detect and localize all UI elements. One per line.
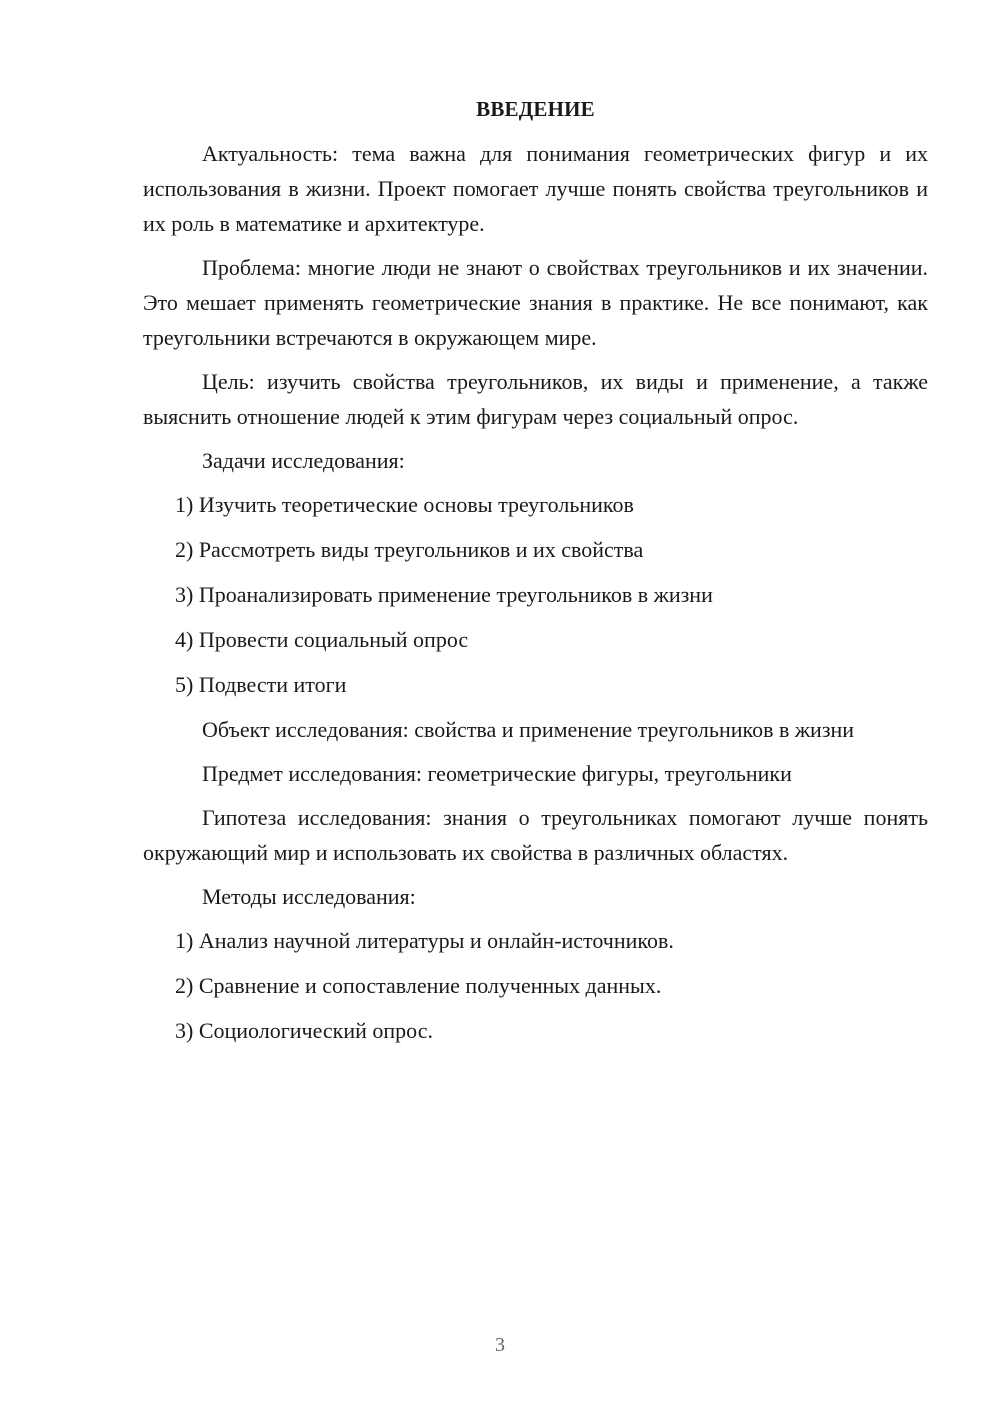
list-item: 2) Сравнение и сопоставление полученных данных. [175,973,662,998]
subject-paragraph: Предмет исследования: геометрические фигуры, треугольники [202,761,792,786]
list-item: 4) Провести социальный опрос [175,627,469,652]
object-paragraph: Объект исследования: свойства и применение треугольников в жизни [202,717,855,742]
methods-label: Методы исследования: [202,884,416,909]
list-item: 3) Социологический опрос. [175,1018,433,1043]
list-item: 1) Анализ научной литературы и онлайн-источников. [175,928,674,953]
list-item: 5) Подвести итоги [175,672,347,697]
goal-paragraph: Цель: изучить свойства треугольников, их виды и применение, а также выяснить отношение людей к этим фигурам через социальный опрос. [143,369,928,429]
page-number: 3 [495,1334,505,1356]
tasks-label: Задачи исследования: [202,448,405,473]
page-title: ВВЕДЕНИЕ [476,97,595,121]
methods-list [143,923,928,1048]
problem-paragraph: Проблема: многие люди не знают о свойствах треугольников и их значении. Это мешает применять геометрические знания в практике. Не все понимают, как треугольники встречаются в окружающем мире. [143,255,928,350]
list-item: 3) Проанализировать применение треугольников в жизни [175,582,713,607]
relevance-paragraph: Актуальность: тема важна для понимания геометрических фигур и их использования в жизни. Проект помогает лучше понять свойства треугольников и их роль в математике и архитектуре. [143,141,928,236]
tasks-list [143,487,928,702]
document-page [143,92,928,1058]
list-item: 1) Изучить теоретические основы треугольников [175,492,634,517]
list-item: 2) Рассмотреть виды треугольников и их свойства [175,537,644,562]
hypothesis-paragraph: Гипотеза исследования: знания о треугольниках помогают лучше понять окружающий мир и использовать их свойства в различных областях. [143,805,928,865]
